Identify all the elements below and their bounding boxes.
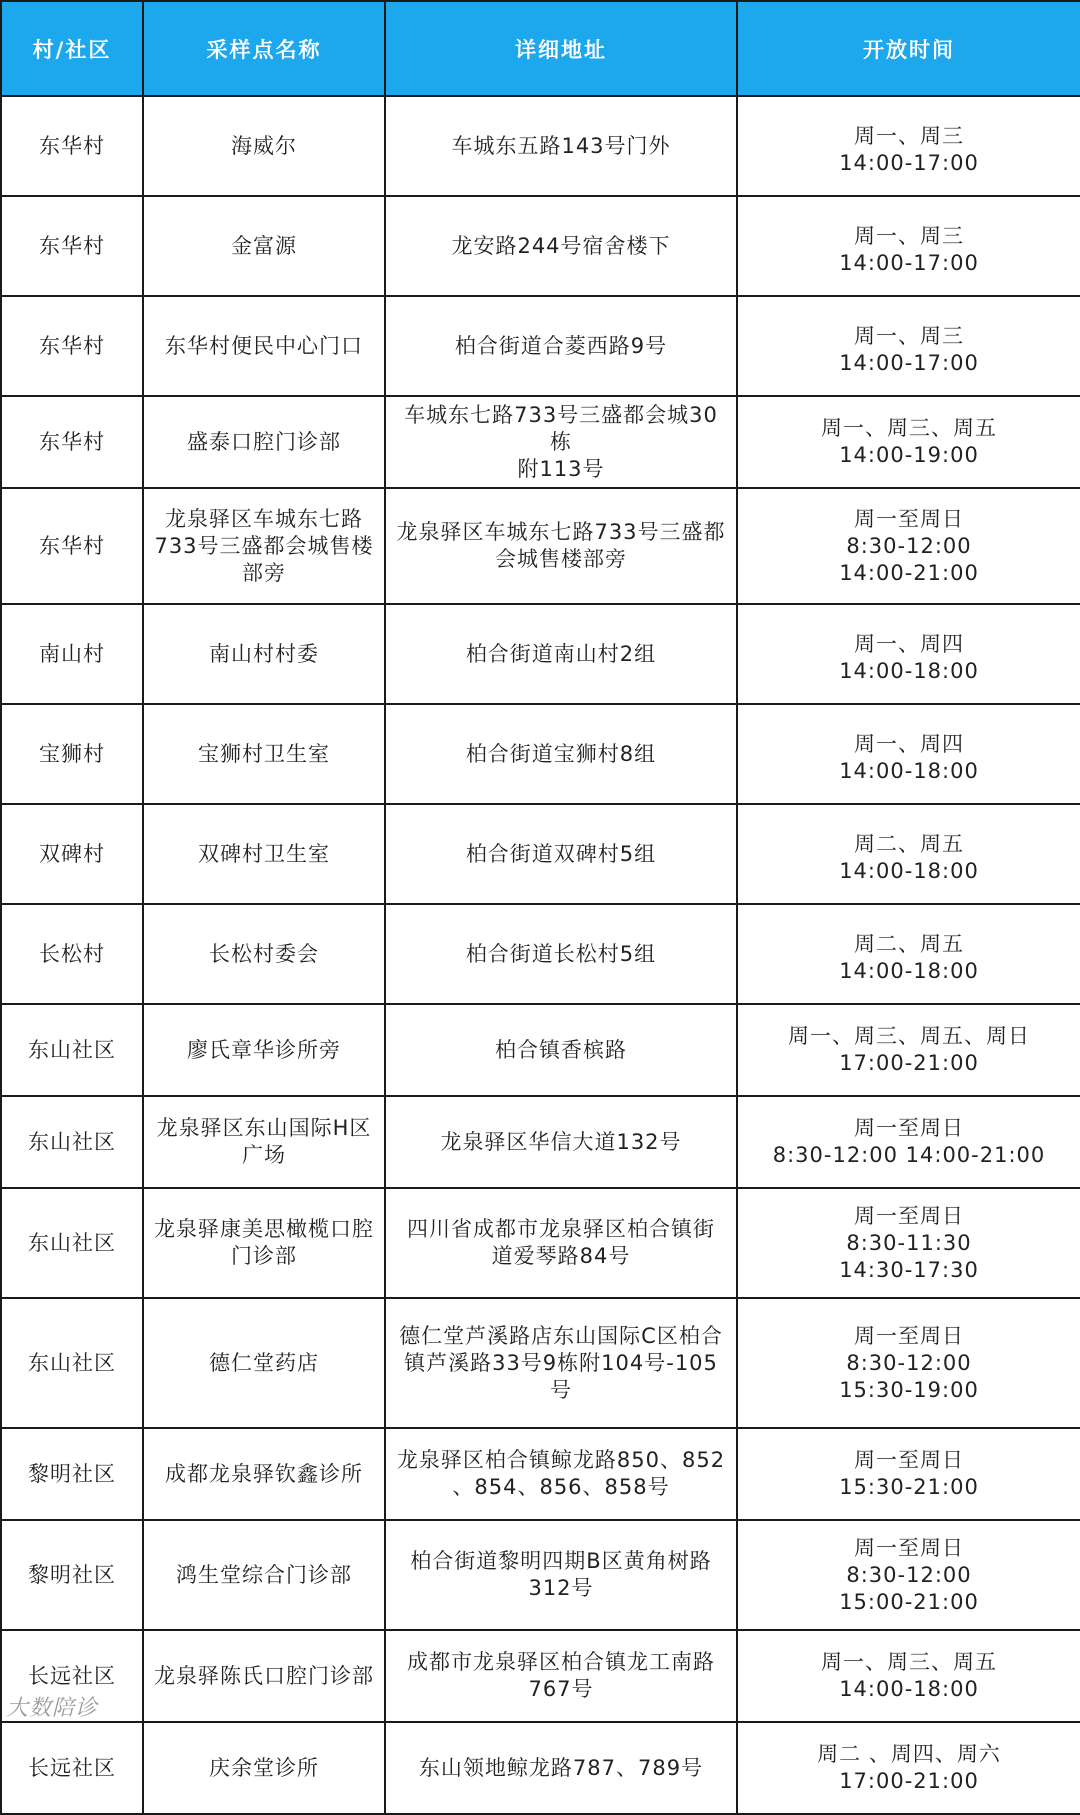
cell-hours: 周一、周四 14:00-18:00	[737, 704, 1080, 804]
cell-community: 东华村	[1, 196, 143, 296]
table-row	[1, 904, 1080, 1004]
cell-hours: 周一至周日 8:30-12:00 15:30-19:00	[737, 1298, 1080, 1428]
cell-hours: 周一至周日 8:30-12:00 14:00-21:00	[737, 488, 1080, 604]
watermark: 大数陪诊	[6, 1696, 99, 1721]
cell-site: 海威尔	[143, 96, 385, 196]
cell-address: 龙安路244号宿舍楼下	[385, 196, 737, 296]
cell-site: 龙泉驿区东山国际H区 广场	[143, 1096, 385, 1188]
cell-address: 龙泉驿区柏合镇鲸龙路850、852 、854、856、858号	[385, 1428, 737, 1520]
cell-community: 东山社区	[1, 1298, 143, 1428]
cell-site: 双碑村卫生室	[143, 804, 385, 904]
header-address: 详细地址	[385, 1, 737, 96]
header-site: 采样点名称	[143, 1, 385, 96]
table-row	[1, 1298, 1080, 1428]
cell-site: 金富源	[143, 196, 385, 296]
cell-site: 成都龙泉驿钦鑫诊所	[143, 1428, 385, 1520]
cell-address: 车城东七路733号三盛都会城30栋 附113号	[385, 396, 737, 488]
cell-address: 柏合街道宝狮村8组	[385, 704, 737, 804]
cell-hours: 周一、周四 14:00-18:00	[737, 604, 1080, 704]
cell-site: 龙泉驿康美思橄榄口腔 门诊部	[143, 1188, 385, 1298]
cell-address: 龙泉驿区华信大道132号	[385, 1096, 737, 1188]
cell-address: 柏合街道合菱西路9号	[385, 296, 737, 396]
table-row	[1, 1630, 1080, 1722]
header-community: 村/社区	[1, 1, 143, 96]
cell-address: 车城东五路143号门外	[385, 96, 737, 196]
cell-site: 南山村村委	[143, 604, 385, 704]
header-row	[1, 1, 1080, 96]
cell-hours: 周一、周三、周五 14:00-18:00	[737, 1630, 1080, 1722]
cell-hours: 周一至周日 8:30-11:30 14:30-17:30	[737, 1188, 1080, 1298]
table-row	[1, 296, 1080, 396]
cell-site: 龙泉驿陈氏口腔门诊部	[143, 1630, 385, 1722]
cell-address: 柏合街道长松村5组	[385, 904, 737, 1004]
header-hours: 开放时间	[737, 1, 1080, 96]
cell-hours: 周二、周五 14:00-18:00	[737, 904, 1080, 1004]
cell-site: 长松村委会	[143, 904, 385, 1004]
table-row	[1, 1520, 1080, 1630]
cell-community: 东华村	[1, 396, 143, 488]
cell-community: 东华村	[1, 296, 143, 396]
cell-community: 长远社区	[1, 1630, 143, 1722]
cell-hours: 周二 、周四、周六 17:00-21:00	[737, 1722, 1080, 1814]
cell-hours: 周一至周日 8:30-12:00 14:00-21:00	[737, 1096, 1080, 1188]
table-row	[1, 196, 1080, 296]
table-row	[1, 396, 1080, 488]
table-row	[1, 96, 1080, 196]
cell-community: 长远社区	[1, 1722, 143, 1814]
cell-address: 龙泉驿区车城东七路733号三盛都 会城售楼部旁	[385, 488, 737, 604]
table-row	[1, 604, 1080, 704]
cell-community: 东华村	[1, 488, 143, 604]
cell-community: 东山社区	[1, 1188, 143, 1298]
cell-community: 南山村	[1, 604, 143, 704]
cell-address: 东山领地鲸龙路787、789号	[385, 1722, 737, 1814]
table-row	[1, 1004, 1080, 1096]
cell-community: 黎明社区	[1, 1520, 143, 1630]
table-row	[1, 1188, 1080, 1298]
table-row	[1, 1428, 1080, 1520]
cell-hours: 周一至周日 15:30-21:00	[737, 1428, 1080, 1520]
cell-address: 柏合街道双碑村5组	[385, 804, 737, 904]
cell-community: 东华村	[1, 96, 143, 196]
cell-site: 东华村便民中心门口	[143, 296, 385, 396]
cell-site: 盛泰口腔门诊部	[143, 396, 385, 488]
cell-community: 东山社区	[1, 1004, 143, 1096]
cell-site: 龙泉驿区车城东七路 733号三盛都会城售楼 部旁	[143, 488, 385, 604]
cell-hours: 周二、周五 14:00-18:00	[737, 804, 1080, 904]
table-row	[1, 1722, 1080, 1814]
cell-hours: 周一、周三、周五 14:00-19:00	[737, 396, 1080, 488]
table-row	[1, 488, 1080, 604]
table-row	[1, 1096, 1080, 1188]
cell-address: 四川省成都市龙泉驿区柏合镇街 道爱琴路84号	[385, 1188, 737, 1298]
cell-hours: 周一、周三 14:00-17:00	[737, 96, 1080, 196]
cell-address: 德仁堂芦溪路店东山国际C区柏合 镇芦溪路33号9栋附104号-105号	[385, 1298, 737, 1428]
cell-hours: 周一、周三 14:00-17:00	[737, 196, 1080, 296]
table-row	[1, 704, 1080, 804]
cell-community: 双碑村	[1, 804, 143, 904]
cell-site: 宝狮村卫生室	[143, 704, 385, 804]
cell-hours: 周一、周三、周五、周日 17:00-21:00	[737, 1004, 1080, 1096]
cell-address: 成都市龙泉驿区柏合镇龙工南路 767号	[385, 1630, 737, 1722]
cell-address: 柏合街道黎明四期B区黄角树路 312号	[385, 1520, 737, 1630]
cell-community: 黎明社区	[1, 1428, 143, 1520]
cell-hours: 周一至周日 8:30-12:00 15:00-21:00	[737, 1520, 1080, 1630]
cell-community: 长松村	[1, 904, 143, 1004]
cell-community: 东山社区	[1, 1096, 143, 1188]
cell-site: 廖氏章华诊所旁	[143, 1004, 385, 1096]
cell-site: 德仁堂药店	[143, 1298, 385, 1428]
cell-site: 庆余堂诊所	[143, 1722, 385, 1814]
cell-address: 柏合街道南山村2组	[385, 604, 737, 704]
cell-site: 鸿生堂综合门诊部	[143, 1520, 385, 1630]
cell-address: 柏合镇香槟路	[385, 1004, 737, 1096]
table-row	[1, 804, 1080, 904]
cell-community: 宝狮村	[1, 704, 143, 804]
cell-hours: 周一、周三 14:00-17:00	[737, 296, 1080, 396]
